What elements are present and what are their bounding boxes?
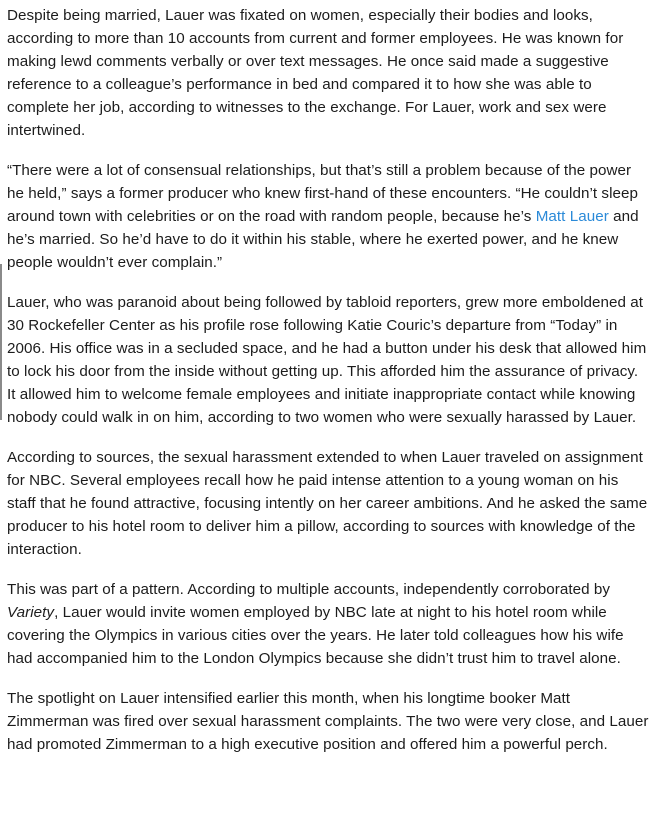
text-selection-marker bbox=[0, 264, 2, 420]
paragraph-5-text-end: , Lauer would invite women employed by NBC late at night to his hotel room while covering the Olympics in various cities over the years. He later told colleagues how his wife had accompanied him to the London Olympics because she didn’t trust him to travel alone. bbox=[7, 604, 624, 667]
matt-lauer-link[interactable]: Matt Lauer bbox=[535, 208, 609, 225]
paragraph-2 bbox=[7, 159, 649, 274]
paragraph-1: Despite being married, Lauer was fixated on women, especially their bodies and looks, according to more than 10 accounts from current and former employees. He was known for making lewd comments verbally or over text messages. He once said made a suggestive reference to a colleague’s performance in bed and compared it to how she was able to complete her job, according to witnesses to the exchange. For Lauer, work and sex were intertwined. bbox=[7, 7, 624, 139]
paragraph-6: The spotlight on Lauer intensified earlier this month, when his longtime booker Matt Zimmerman was fired over sexual harassment complaints. The two were very close, and Lauer had promoted Zimmerman to a high executive position and offered him a powerful perch. bbox=[7, 690, 649, 753]
paragraph-5-text-start: This was part of a pattern. According to multiple accounts, independently corroborated by bbox=[7, 581, 611, 598]
paragraph-3: Lauer, who was paranoid about being followed by tabloid reporters, grew more emboldened at 30 Rockefeller Center as his profile rose following Katie Couric’s departure from “Today” in 2006. His office was in a secluded space, and he had a button under his desk that allowed him to lock his door from the inside without getting up. This afforded him the assurance of privacy. It allowed him to welcome female employees and initiate inappropriate contact while knowing nobody could walk in on him, according to two women who were sexually harassed by Lauer. bbox=[7, 294, 647, 426]
paragraph-2-text-end: and he’s married. So he’d have to do it within his stable, where he exerted power, and he knew people wouldn’t ever complain.” bbox=[7, 208, 639, 271]
article-body bbox=[7, 4, 649, 773]
paragraph-5 bbox=[7, 578, 649, 670]
paragraph-4: According to sources, the sexual harassment extended to when Lauer traveled on assignment for NBC. Several employees recall how he paid intense attention to a young woman on his staff that he found attractive, focusing intently on her career ambitions. And he asked the same producer to his hotel room to deliver him a pillow, according to sources with knowledge of the interaction. bbox=[7, 449, 648, 558]
paragraph-2-text-start: “There were a lot of consensual relationships, but that’s still a problem because of the power he held,” says a former producer who knew first-hand of these encounters. “He couldn’t sleep around town with celebrities or on the road with random people, because he’s bbox=[7, 162, 638, 225]
variety-publication-name: Variety bbox=[7, 604, 55, 621]
